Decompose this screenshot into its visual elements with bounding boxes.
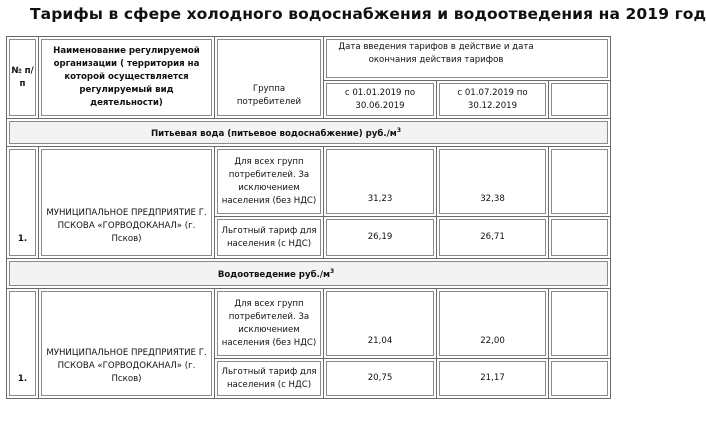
empty-cell [549,217,611,259]
tariff-value: 21,04 [324,289,437,359]
row-number: 1. [7,147,39,259]
tariff-value: 31,23 [324,147,437,217]
document-title: Тарифы в сфере холодного водоснабжения и водоотведения на 2019 год [30,5,706,23]
tariff-value: 26,19 [324,217,437,259]
section-title [7,119,611,147]
empty-cell [549,289,611,359]
tariff-value: 20,75 [324,359,437,399]
section-unit-sup: 3 [330,268,335,276]
row-organization: МУНИЦИПАЛЬНОЕ ПРЕДПРИЯТИЕ Г. ПСКОВА «ГОРВОДОКАНАЛ» (г. Псков) [39,289,215,399]
header-period-2: с 01.07.2019 по 30.12.2019 [437,81,549,119]
row-organization: МУНИЦИПАЛЬНОЕ ПРЕДПРИЯТИЕ Г. ПСКОВА «ГОРВОДОКАНАЛ» (г. Псков) [39,147,215,259]
header-number: № п/п [7,37,39,119]
empty-cell [549,147,611,217]
consumer-group: Для всех групп потребителей. За исключением населения (без НДС) [215,289,324,359]
consumer-group: Льготный тариф для населения (с НДС) [215,217,324,259]
tariff-value: 22,00 [437,289,549,359]
section-title [7,259,611,289]
section-title-text: Питьевая вода (питьевое водоснабжение) руб./м [150,128,397,139]
tariff-value: 26,71 [437,217,549,259]
header-empty [549,81,611,119]
empty-cell [549,359,611,399]
row-number: 1. [7,289,39,399]
section-row-drinking-water [7,119,611,147]
tariff-value: 21,17 [437,359,549,399]
tariff-value: 32,38 [437,147,549,217]
header-row-1 [7,37,611,81]
tariffs-table [6,36,611,399]
section-row-sewerage [7,259,611,289]
header-organization: Наименование регулируемой организации ( территория на которой осуществляется регулируемый вид деятельности) [39,37,215,119]
consumer-group: Для всех групп потребителей. За исключением населения (без НДС) [215,147,324,217]
consumer-group: Льготный тариф для населения (с НДС) [215,359,324,399]
table-row [7,289,611,359]
header-consumer-group: Группа потребителей [215,37,324,119]
header-dates-group: Дата введения тарифов в действие и дата окончания действия тарифов [324,37,611,81]
section-title-text: Водоотведение руб./м [217,269,330,280]
table-row [7,147,611,217]
header-period-1: с 01.01.2019 по 30.06.2019 [324,81,437,119]
section-unit-sup: 3 [396,127,402,135]
